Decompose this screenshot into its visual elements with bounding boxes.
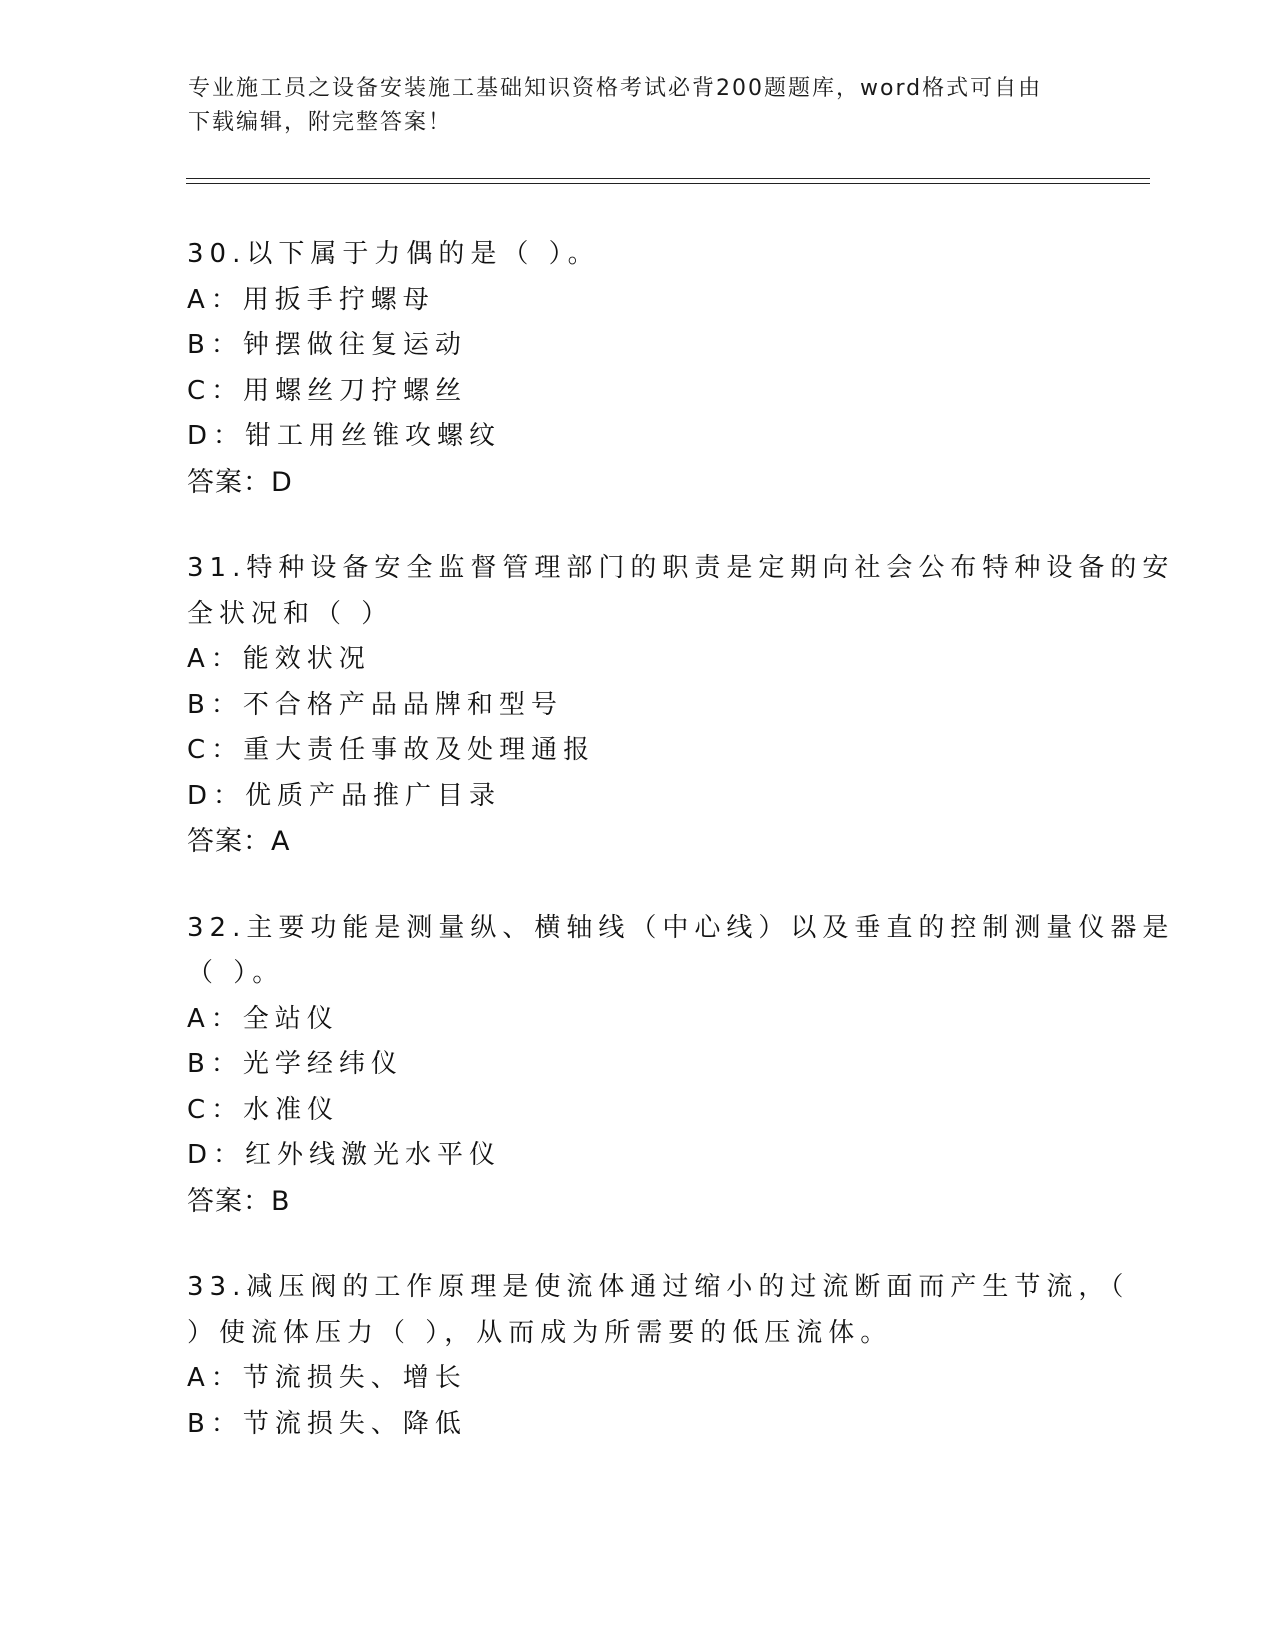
header-divider-top bbox=[186, 178, 1150, 179]
question-stem-line-2: ）使流体压力（ ），从而成为所需要的低压流体。 bbox=[187, 1317, 893, 1348]
question-stem-line-1: 32.主要功能是测量纵、横轴线（中心线）以及垂直的控制测量仪器是 bbox=[187, 912, 1175, 943]
header-divider-bottom bbox=[186, 183, 1150, 184]
question-32 bbox=[187, 906, 1175, 1225]
answer: 答案：B bbox=[187, 1185, 291, 1217]
question-stem-line-1: 33.减压阀的工作原理是使流体通过缩小的过流断面而产生节流，（ bbox=[187, 1272, 1130, 1302]
option-a: A：全站仪 bbox=[187, 1003, 339, 1034]
question-31 bbox=[187, 546, 1175, 865]
option-b: B：不合格产品品牌和型号 bbox=[187, 689, 563, 720]
option-b: B：节流损失、降低 bbox=[187, 1408, 467, 1439]
question-stem-line-2: （ ）。 bbox=[187, 958, 285, 988]
document-header bbox=[188, 72, 1088, 140]
option-a: A：能效状况 bbox=[187, 644, 371, 674]
option-a: A：节流损失、增长 bbox=[187, 1363, 467, 1393]
question-stem-line-2: 全状况和（ ） bbox=[187, 598, 394, 629]
answer: 答案：A bbox=[187, 826, 291, 857]
option-d: D：钳工用丝锥攻螺纹 bbox=[187, 421, 502, 451]
question-stem-line-1: 31.特种设备安全监督管理部门的职责是定期向社会公布特种设备的安 bbox=[187, 553, 1175, 583]
header-line-2: 下载编辑，附完整答案！ bbox=[188, 110, 453, 135]
option-a: A：用扳手拧螺母 bbox=[187, 284, 435, 315]
question-list bbox=[187, 232, 1175, 1488]
question-stem: 30.以下属于力偶的是（ ）。 bbox=[187, 239, 600, 269]
answer: 答案：D bbox=[187, 466, 293, 498]
option-c: C：水准仪 bbox=[187, 1094, 340, 1125]
question-30 bbox=[187, 232, 1087, 505]
question-33 bbox=[187, 1265, 1130, 1447]
option-c: C：重大责任事故及处理通报 bbox=[187, 735, 596, 765]
option-b: B：光学经纬仪 bbox=[187, 1049, 403, 1079]
option-c: C：用螺丝刀拧螺丝 bbox=[187, 375, 468, 406]
option-d: D：红外线激光水平仪 bbox=[187, 1140, 502, 1170]
option-b: B：钟摆做往复运动 bbox=[187, 330, 467, 360]
option-d: D：优质产品推广目录 bbox=[187, 780, 502, 811]
header-line-1: 专业施工员之设备安装施工基础知识资格考试必背200题题库，word格式可自由 bbox=[188, 76, 1043, 101]
